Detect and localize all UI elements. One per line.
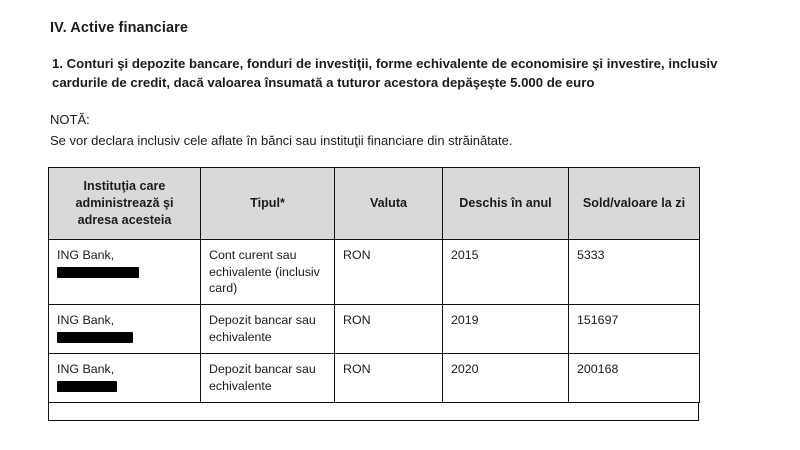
subsection-heading: 1. Conturi şi depozite bancare, fonduri de investiţii, forme echivalente de economisire şi investire, inclusiv cardurile de credit, dacă valoarea însumată a tuturor acestora depăşeşte 5.000 de euro [52,56,718,91]
note-text: Se vor declara inclusiv cele aflate în bănci sau instituţii financiare din străinătate. [50,133,513,149]
cell-year-opened: 2020 [443,354,569,403]
cell-type: Depozit bancar sau echivalente [201,305,335,354]
table-header-row [49,168,700,240]
institution-name: ING Bank, [57,313,115,328]
cell-currency: RON [335,354,443,403]
redaction-bar [57,381,117,392]
redaction-bar [57,332,133,343]
cell-institution [49,305,201,354]
table-row [49,240,700,305]
column-header-year-opened: Deschis în anul [443,168,569,240]
cell-institution [49,240,201,305]
institution-name: ING Bank, [57,248,115,263]
cell-year-opened: 2015 [443,240,569,305]
table-row [49,305,700,354]
table-row [49,354,700,403]
cell-balance: 200168 [569,354,700,403]
column-header-institution: Instituţia care administrează şi adresa acesteia [49,168,201,240]
cell-balance: 151697 [569,305,700,354]
table-bottom-edge [48,403,699,421]
cell-type: Cont curent sau echivalente (inclusiv card) [201,240,335,305]
page-title: IV. Active financiare [50,20,189,36]
cell-institution [49,354,201,403]
column-header-type: Tipul* [201,168,335,240]
cell-year-opened: 2019 [443,305,569,354]
cell-balance: 5333 [569,240,700,305]
cell-currency: RON [335,305,443,354]
cell-currency: RON [335,240,443,305]
redaction-bar [57,267,139,278]
cell-type: Depozit bancar sau echivalente [201,354,335,403]
institution-name: ING Bank, [57,362,115,377]
column-header-currency: Valuta [335,168,443,240]
column-header-balance: Sold/valoare la zi [569,168,700,240]
note-label: NOTĂ: [50,112,90,128]
financial-accounts-table [48,167,700,402]
